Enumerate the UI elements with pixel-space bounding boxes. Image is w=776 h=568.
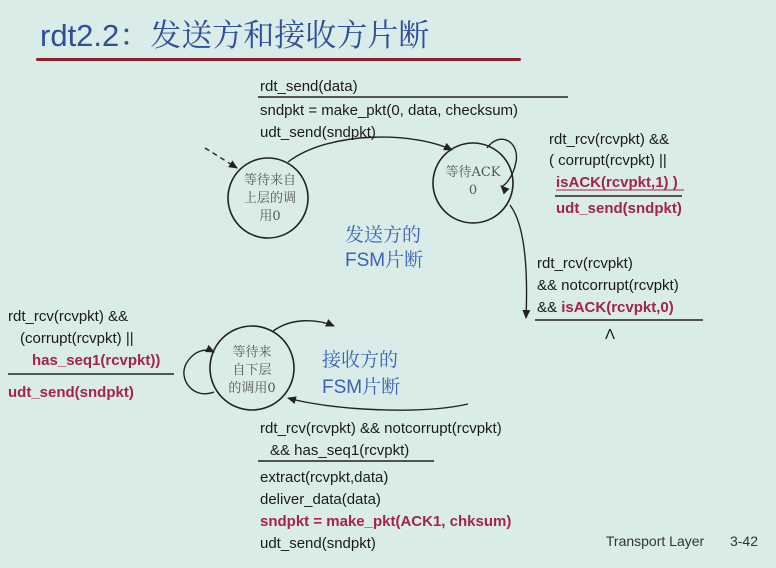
deliver-action-1: extract(rcvpkt,data): [260, 469, 389, 486]
deliver-event-2: && has_seq1(rcvpkt): [270, 442, 410, 459]
ack-event-1: rdt_rcv(rcvpkt): [537, 255, 633, 272]
deliver-event-1: rdt_rcv(rcvpkt) && notcorrupt(rcvpkt): [260, 420, 502, 437]
sender-fsm-label-2: FSM片断: [345, 250, 424, 271]
deliver-action-2: deliver_data(data): [260, 491, 381, 508]
initial-state-arrow: [205, 148, 237, 168]
dup-action: udt_send(sndpkt): [8, 384, 134, 401]
sender-fsm-label-1: 发送方的: [345, 225, 422, 246]
deliver-action-4: udt_send(sndpkt): [260, 535, 376, 552]
send-action-1: sndpkt = make_pkt(0, data, checksum): [260, 102, 519, 119]
state-wait-below-label: 等待来 自下层 的调用0: [228, 345, 276, 396]
send-action-2: udt_send(sndpkt): [260, 124, 376, 141]
dup-event-3: has_seq1(rcvpkt)): [32, 352, 161, 369]
footer-course: Transport Layer: [605, 533, 705, 549]
deliver-action-3: sndpkt = make_pkt(ACK1, chksum): [260, 513, 512, 530]
ack-event-3: && isACK(rcvpkt,0): [537, 299, 674, 316]
slide-footer: [606, 533, 758, 549]
page-title: rdt2.2：发送方和接收方片断: [40, 18, 430, 53]
send-event: rdt_send(data): [260, 78, 358, 95]
resend-event-2: ( corrupt(rcvpkt) ||: [549, 152, 667, 169]
receiver-fsm-label-1: 接收方的: [322, 350, 399, 371]
receiver-fsm-label-2: FSM片断: [322, 377, 401, 398]
footer-page-number: 3-42: [729, 533, 758, 549]
resend-event-1: rdt_rcv(rcvpkt) &&: [549, 131, 670, 148]
resend-action: udt_send(sndpkt): [556, 200, 682, 217]
transition-incoming-arrow: [288, 398, 468, 410]
ack-event-2: && notcorrupt(rcvpkt): [537, 277, 679, 294]
ack-action-lambda: Λ: [605, 326, 616, 343]
state-wait-call-label: 等待来自 上层的调 用0: [243, 173, 296, 224]
dup-event-2: (corrupt(rcvpkt) ||: [20, 330, 134, 347]
state-wait-ack-label: 等待ACK 0: [445, 165, 501, 198]
transition-deliver-arrow: [272, 321, 334, 332]
transition-ack-arrow: [510, 205, 527, 318]
dup-event-1: rdt_rcv(rcvpkt) &&: [8, 308, 129, 325]
resend-event-3: isACK(rcvpkt,1) ): [556, 174, 678, 191]
